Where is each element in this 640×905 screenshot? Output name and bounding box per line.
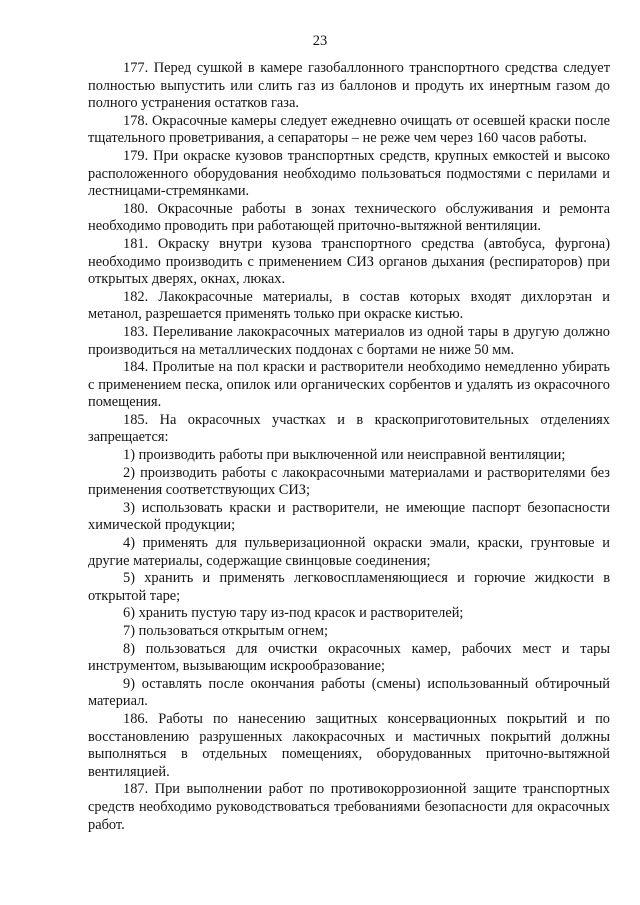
list-item-185-8: 8) пользоваться для очистки окрасочных камер, рабочих мест и тары инструментом, вызывающим искрообразование; <box>88 640 610 675</box>
paragraph-185: 185. На окрасочных участках и в краскоприготовительных отделениях запрещается: <box>88 411 610 446</box>
paragraph-177: 177. Перед сушкой в камере газобаллонного транспортного средства следует полностью выпустить или слить газ из баллонов и продуть их инертным газом до полного устранения остатков газа. <box>88 60 610 112</box>
paragraph-182: 182. Лакокрасочные материалы, в состав которых входят дихлорэтан и метанол, разрешается применять только при окраске кистью. <box>88 288 610 323</box>
paragraph-179: 179. При окраске кузовов транспортных средств, крупных емкостей и высоко расположенного оборудования необходимо пользоваться подмостями с перилами и лестницами-стремянками. <box>88 147 610 200</box>
list-item-185-4: 4) применять для пульверизационной окраски эмали, краски, грунтовые и другие материалы, содержащие свинцовые соединения; <box>88 535 610 569</box>
list-item-185-6: 6) хранить пустую тару из-под красок и растворителей; <box>123 605 464 622</box>
paragraph-180: 180. Окрасочные работы в зонах технического обслуживания и ремонта необходимо проводить при работающей приточно-вытяжной вентиляции. <box>88 200 610 235</box>
paragraph-181: 181. Окраску внутри кузова транспортного средства (автобуса, фургона) необходимо производить с применением СИЗ органов дыхания (респираторов) при открытых дверях, окнах, люках. <box>88 235 610 288</box>
list-item-185-1: 1) производить работы при выключенной или неисправной вентиляции; <box>123 447 566 464</box>
list-item-185-7: 7) пользоваться открытым огнем; <box>123 623 329 639</box>
paragraph-187: 187. При выполнении работ по противокоррозионной защите транспортных средств необходимо руководствоваться требованиями безопасности для окрасочных работ. <box>88 781 610 833</box>
paragraph-183: 183. Переливание лакокрасочных материалов из одной тары в другую должно производиться на металлических поддонах с бортами не ниже 50 мм. <box>88 323 610 358</box>
list-item-185-2: 2) производить работы с лакокрасочными материалами и растворителями без применения соответствующих СИЗ; <box>88 464 610 499</box>
list-item-185-9: 9) оставлять после окончания работы (смены) использованный обтирочный материал. <box>88 675 610 710</box>
paragraph-186: 186. Работы по нанесению защитных консервационных покрытий и по восстановлению разрушенных лакокрасочных и мастичных покрытий должны выполняться в отдельных помещениях, оборудованных приточно-вытяжной вентиляцией. <box>88 710 610 780</box>
document-body <box>88 60 610 834</box>
page-number: 23 <box>312 33 328 49</box>
paragraph-178: 178. Окрасочные камеры следует ежедневно очищать от осевшей краски после тщательного проветривания, а сепараторы – не реже чем через 160 часов работы. <box>88 112 610 147</box>
list-item-185-5: 5) хранить и применять легковоспламеняющиеся и горючие жидкости в открытой таре; <box>88 570 610 604</box>
list-item-185-3: 3) использовать краски и растворители, не имеющие паспорт безопасности химической продукции; <box>88 499 610 534</box>
paragraph-184: 184. Пролитые на пол краски и растворители необходимо немедленно убирать с применением песка, опилок или органических сорбентов и удалять из окрасочного помещения. <box>88 359 610 411</box>
